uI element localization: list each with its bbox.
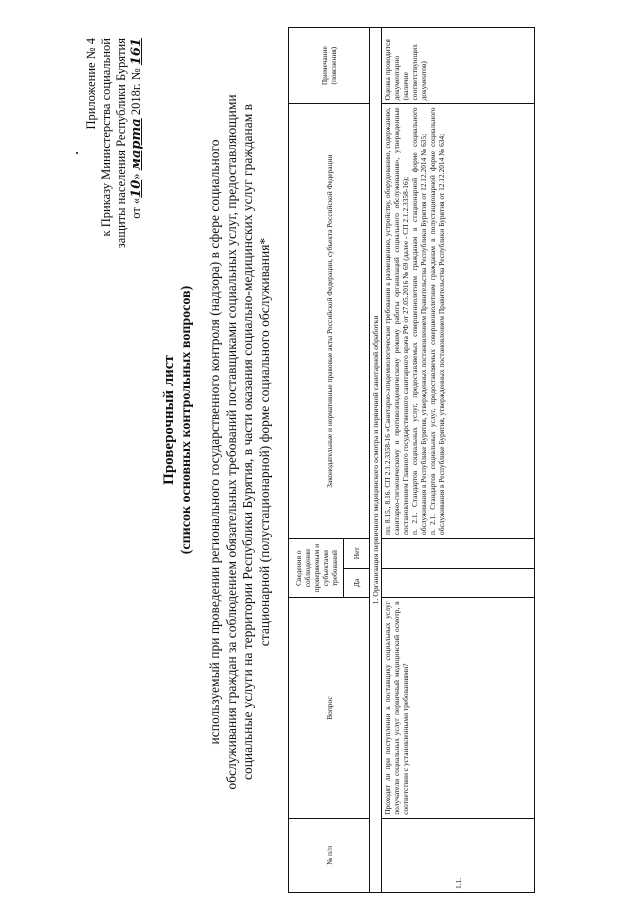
description-block: [207, 12, 273, 872]
appendix-ministry: защиты населения Республики Бурятия: [114, 38, 128, 249]
header-num: № п/п: [289, 818, 370, 892]
appendix-number: Приложение № 4: [84, 38, 98, 130]
handwritten-number: 161: [129, 38, 144, 66]
header-question: Вопрос: [289, 598, 370, 818]
section-title: 1. Организация первичного медицинского осмотра и первичной санитарной обработки: [370, 28, 382, 893]
row-yes-cell: [382, 568, 535, 598]
row-note: Оценка проводится документарно (наличие соответствующих документов): [382, 28, 535, 104]
page-subtitle: (список основных контрольных вопросов): [179, 285, 194, 555]
table-header-row: [289, 28, 344, 893]
date-prefix: от «: [129, 197, 143, 219]
law-paragraph-1: пп. 8.15., 8.16. СП 2.1.2.3358-16 «Санитарно-эпидемиологические требования к размещению, устройству, оборудованию, содержанию, санитарно-гигиеническому и противоэпидемическому режиму работы организаций социального обслуживания», утвержденные постановлением Главного государственного санитарного врача РФ от 27.05.2016 № 69 (далее - СП 2.1.2.3358-16);: [383, 107, 410, 535]
section-row: [370, 28, 382, 893]
row-law: [382, 104, 535, 539]
header-law: Законодательные и нормативные правовые акты Российской Федерации, субъекта Российской Федерации: [289, 104, 370, 539]
handwritten-day: 10: [129, 179, 144, 198]
law-paragraph-3: п. 2.1. Стандартов социальных услуг, предоставляемых совершеннолетним гражданам в полустационарной форме социального обслуживания в Республике Бурятия, утвержденных постановлением Правительства Республики Бурятия от 12.12.2014 № 634;: [428, 107, 446, 535]
row-num: 1.1.: [382, 818, 535, 892]
header-note: Примечание (пояснения): [289, 28, 370, 104]
description-line-4: стационарной (полустационарной) форме социального обслуживания*: [256, 237, 272, 647]
description-line-3: социальные услуги на территории Республики Бурятия, в части оказания социально-медицинских услуг гражданам в: [240, 103, 255, 781]
appendix-block: [84, 38, 144, 280]
page-title: Проверочный лист: [161, 355, 177, 485]
title-block: [160, 200, 195, 640]
header-info: Сведения о соблюдении проверяемым и субъектами требований: [289, 538, 344, 597]
row-no-cell: [382, 538, 535, 568]
date-mid: »: [129, 173, 143, 180]
checklist-table-wrap: [288, 27, 535, 893]
header-yes: Да: [344, 568, 370, 598]
description-line-1: используемый при проведении регионального государственного контроля (надзора) в сфере социального: [207, 139, 222, 745]
header-no: Нет: [344, 538, 370, 568]
row-question: Проходят ли при поступлении к поставщику социальных услуг получатели социальных услуг первичный медицинский осмотр, в соответствии с установленными требованиями?: [382, 598, 535, 818]
appendix-date-line: [129, 38, 144, 280]
checklist-table: [288, 27, 535, 893]
handwritten-month: марта: [129, 118, 144, 171]
appendix-order-ref: к Приказу Министерства социальной: [99, 38, 113, 237]
date-year: 2018г. №: [129, 68, 143, 116]
law-paragraph-2: п. 2.1. Стандартов социальных услуг, предоставляемых совершеннолетним гражданам в стационарной форме социального обслуживания в Республике Бурятия, утвержденных постановлением Правительства Республики Бурятия от 12.12.2014 № 635;: [410, 107, 428, 535]
scan-speck: [76, 152, 78, 154]
table-row: [382, 28, 535, 893]
description-line-2: обслуживания граждан за соблюдением обязательных требований поставщиками социальных услуг, предоставляющими: [223, 94, 239, 790]
